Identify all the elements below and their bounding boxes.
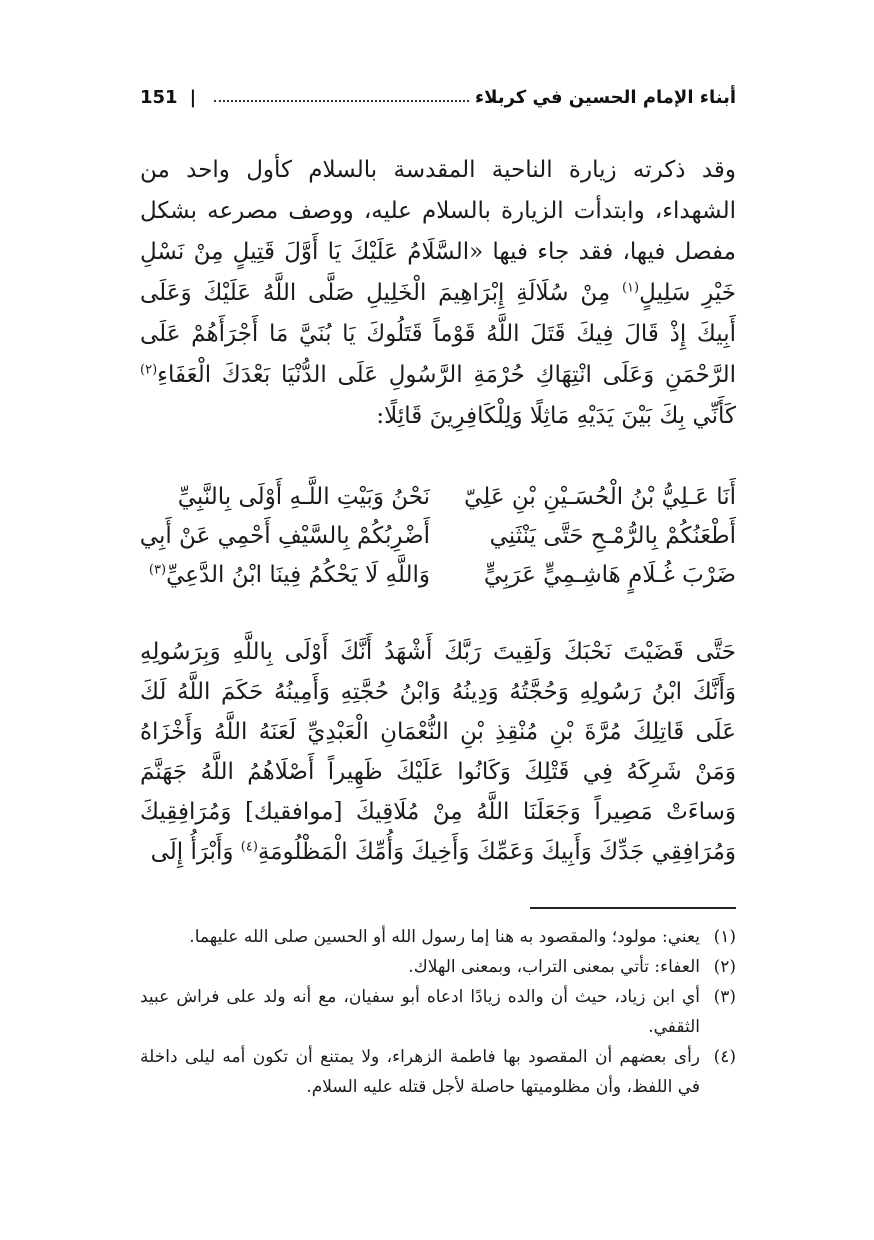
intro-text: وقد ذكرته زيارة الناحية المقدسة بالسلام كأول واحد من الشهداء، وابتدأت الزيارة بالسلام عليه، ووصف مصرعه بشكل مفصل فيها، فقد جاء فيها « bbox=[140, 157, 736, 265]
footnote-number: (٣) bbox=[713, 987, 736, 1007]
footnote-text: العفاء: تأتي بمعنى التراب، وبمعنى الهلاك. bbox=[408, 957, 700, 977]
verse-3-first-hemistich: ضَرْبَ غُـلَامٍ هَاشِـمِيٍّ عَرَبِيٍّ bbox=[483, 562, 736, 588]
footnote-text: يعني: مولود؛ والمقصود به هنا إما رسول الله أو الحسين صلى الله عليهما. bbox=[189, 927, 700, 947]
main-paragraph bbox=[140, 150, 736, 437]
verse-1-first-hemistich: أَنَا عَـلِيُّ بْنُ الْحُسَـيْنِ بْنِ عَلِيّ bbox=[464, 484, 736, 510]
leader-dots bbox=[214, 100, 469, 102]
ziyara-quote-part2: مِنْ سُلَالَةِ إِبْرَاهِيمَ الْخَلِيلِ صَلَّى اللَّهُ عَلَيْكَ وَعَلَى أَبِيكَ إِذْ قَالَ فِيكَ قَتَلَ اللَّهُ قَوْماً قَتَلُوكَ يَا بُنَيَّ مَا أَجْرَأَهُمْ عَلَى الرَّحْمَنِ وَعَلَى انْتِهَاكِ حُرْمَةِ الرَّسُولِ عَلَى الدُّنْيَا بَعْدَكَ الْعَفَاءِ bbox=[140, 280, 736, 388]
footnote-4 bbox=[140, 1042, 736, 1102]
footnote-ref-2: (٢) bbox=[140, 362, 158, 378]
footnote-ref-3: (٣) bbox=[148, 562, 167, 578]
footnote-number: (٢) bbox=[713, 957, 736, 977]
footnote-1 bbox=[140, 922, 736, 952]
footnote-3 bbox=[140, 982, 736, 1042]
ziyara-quote-part1: السَّلَامُ عَلَيْكَ يَا أَوَّلَ قَتِيلٍ مِنْ نَسْلِ خَيْرِ سَلِيلٍ bbox=[140, 239, 737, 306]
book-title: أبناء الإمام الحسين في كربلاء bbox=[474, 86, 736, 108]
verse-1-second-hemistich: نَحْنُ وَبَيْتِ اللَّـهِ أَوْلَى بِالنَّبِيِّ bbox=[177, 484, 430, 510]
footnote-2 bbox=[140, 952, 736, 982]
continuation-text-part1: حَتَّى قَضَيْتَ نَحْبَكَ وَلَقِيتَ رَبَّكَ أَشْهَدُ أَنَّكَ أَوْلَى بِاللَّهِ وَبِرَسُولِهِ وَأَنَّكَ ابْنُ رَسُولِهِ وَحُجَّتُهُ وَدِينُهُ وَابْنُ حُجَّتِهِ وَأَمِينُهُ حَكَمَ اللَّهُ لَكَ عَلَى قَاتِلِكَ مُرَّةَ بْنِ مُنْقِذِ بْنِ النُّعْمَانِ الْعَبْدِيِّ لَعَنَهُ اللَّهُ وَأَخْزَاهُ وَمَنْ شَرِكَهُ فِي قَتْلِكَ وَكَانُوا عَلَيْكَ ظَهِيراً أَصْلَاهُمُ اللَّهُ جَهَنَّمَ وَساءَتْ مَصِيراً وَجَعَلَنَا اللَّهُ مِنْ مُلَاقِيكَ [موافقيك] وَمُرَافِقِيكَ وَمُرَافِقِي جَدِّكَ وَأَبِيكَ وَعَمِّكَ وَأَخِيكَ وَأُمِّكَ الْمَظْلُومَةِ bbox=[140, 639, 736, 865]
footnote-separator bbox=[530, 907, 736, 909]
continuation-paragraph bbox=[140, 632, 736, 872]
footnote-ref-1: (١) bbox=[621, 280, 640, 296]
footnote-number: (٤) bbox=[713, 1047, 736, 1067]
verse-3 bbox=[140, 556, 736, 595]
footnote-ref-4: (٤) bbox=[240, 839, 258, 855]
footnote-text: أي ابن زياد، حيث أن والده زيادًا ادعاه أبو سفيان، مع أنه ولد على فراش عبيد الثقفي. bbox=[140, 987, 700, 1037]
footnotes bbox=[140, 922, 736, 1102]
verse-2-second-hemistich: أَضْرِبُكُمْ بِالسَّيْفِ أَحْمِي عَنْ أَبِي bbox=[139, 523, 430, 549]
poem bbox=[140, 478, 736, 595]
page-number: 151 bbox=[140, 86, 178, 108]
verse-2 bbox=[140, 517, 736, 556]
verse-3-second-text: وَاللَّهِ لَا يَحْكُمُ فِينَا ابْنُ الدَّعِيِّ bbox=[166, 562, 430, 588]
header-separator: | bbox=[189, 86, 197, 108]
verse-1 bbox=[140, 478, 736, 517]
footnote-number: (١) bbox=[713, 927, 736, 947]
verse-2-first-hemistich: أَطْعَنُكُمْ بِالرُّمْـحِ حَتَّى يَنْثَنِي bbox=[489, 523, 736, 549]
ziyara-quote-part3: كَأَنِّي بِكَ بَيْنَ يَدَيْهِ مَاثِلًا وَلِلْكَافِرِينَ قَائِلًا: bbox=[376, 403, 736, 429]
running-header bbox=[140, 82, 736, 112]
verse-3-second-hemistich bbox=[140, 556, 430, 595]
footnote-text: رأى بعضهم أن المقصود بها فاطمة الزهراء، ولا يمتنع أن تكون أمه ليلى داخلة في اللفظ، وأن مظلوميتها حاصلة لأجل قتله عليه السلام. bbox=[140, 1047, 700, 1097]
continuation-text-part2: وَأَبْرَأُ إِلَى bbox=[150, 839, 241, 865]
